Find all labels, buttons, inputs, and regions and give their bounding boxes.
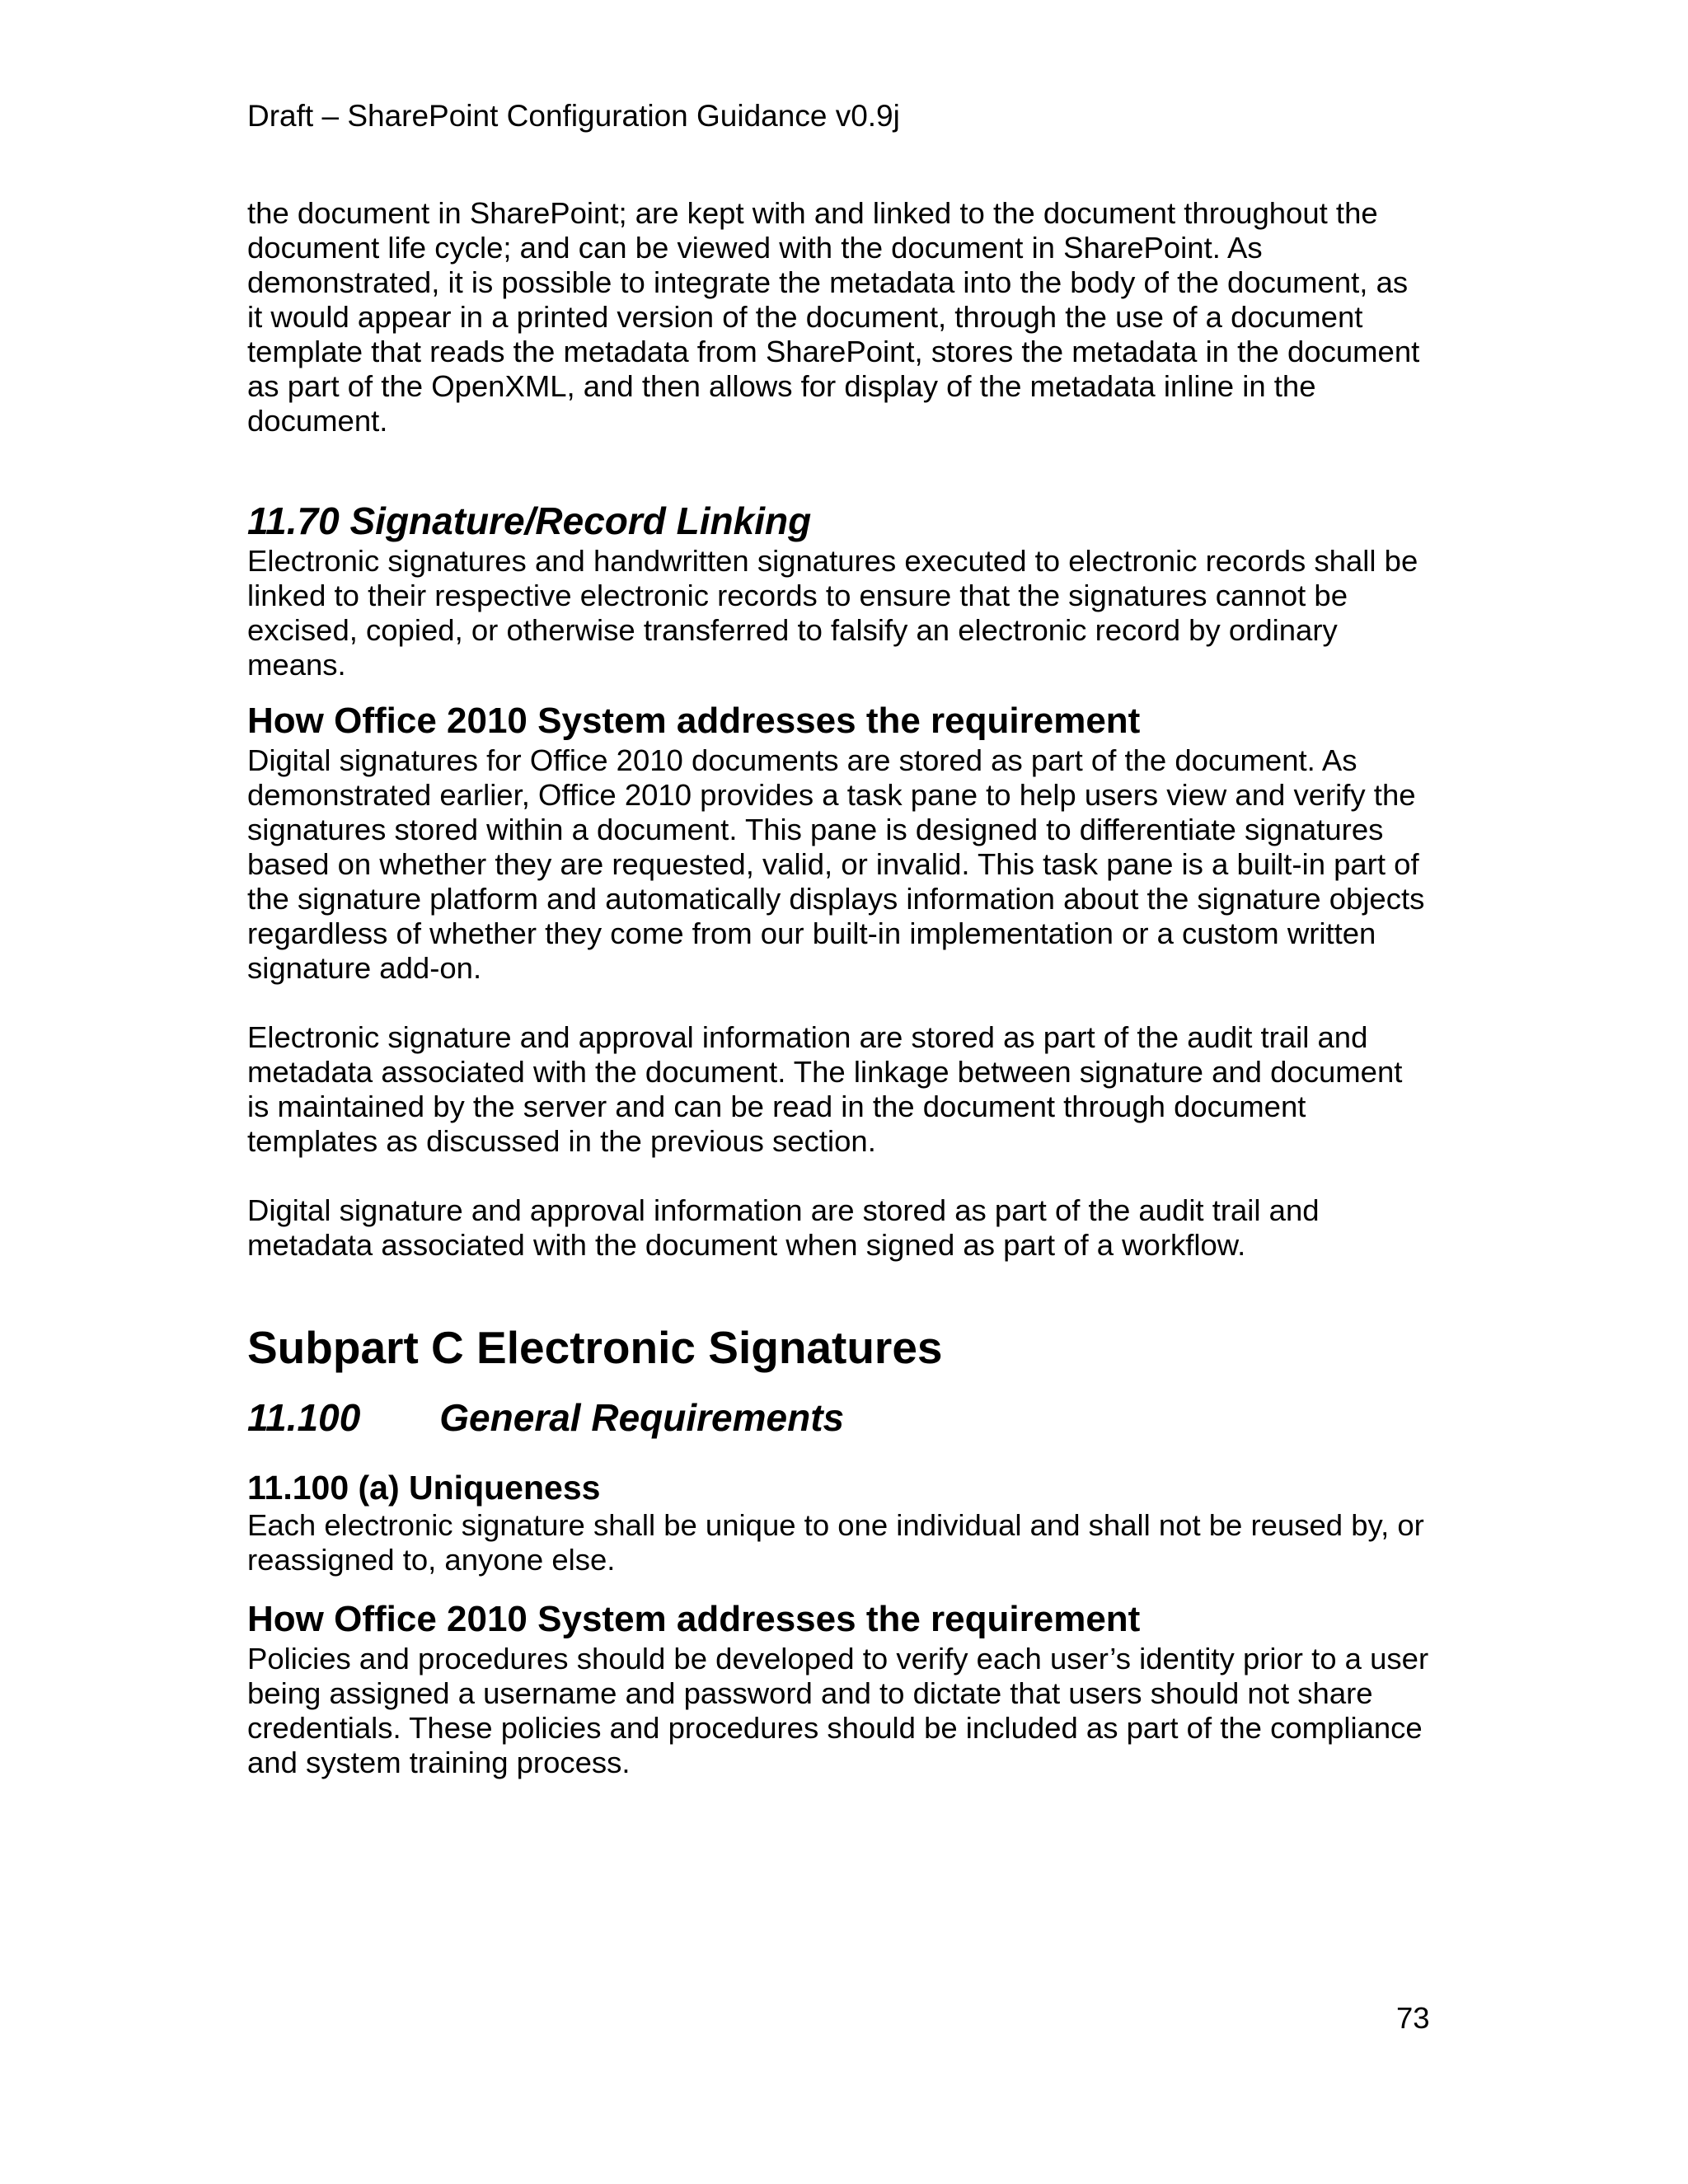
text-line: document. (247, 404, 388, 438)
page-content (247, 196, 1451, 1780)
intro-paragraph (247, 196, 1451, 438)
subpart-heading: Subpart C Electronic Signatures (247, 1322, 943, 1373)
text-line: document life cycle; and can be viewed with the document in SharePoint. As (247, 231, 1263, 265)
text-line: template that reads the metadata from SharePoint, stores the metadata in the document (247, 335, 1420, 368)
response-heading: How Office 2010 System addresses the requirement (247, 701, 1141, 741)
text-line: regardless of whether they come from our built-in implementation or a custom written (247, 916, 1376, 950)
text-line: metadata associated with the document. The linkage between signature and document (247, 1055, 1403, 1089)
text-line: is maintained by the server and can be read in the document through document (247, 1090, 1306, 1123)
text-line: signatures stored within a document. This pane is designed to differentiate signatures (247, 813, 1384, 846)
page-number: 73 (1396, 2001, 1430, 2035)
text-line: based on whether they are requested, valid, or invalid. This task pane is a built-in part of (247, 847, 1419, 881)
response-paragraph (247, 1020, 1451, 1159)
text-line: templates as discussed in the previous section. (247, 1124, 876, 1158)
subsection-heading: 11.100 (a) Uniqueness (247, 1469, 601, 1507)
text-line: Digital signature and approval information are stored as part of the audit trail and (247, 1193, 1320, 1227)
text-line: demonstrated, it is possible to integrate the metadata into the body of the document, as (247, 265, 1409, 299)
requirement-paragraph (247, 1508, 1451, 1577)
text-line: linked to their respective electronic records to ensure that the signatures cannot be (247, 579, 1348, 612)
text-line: it would appear in a printed version of the document, through the use of a document (247, 300, 1363, 334)
text-line: Electronic signatures and handwritten signatures executed to electronic records shall be (247, 544, 1418, 578)
text-line: excised, copied, or otherwise transferred to falsify an electronic record by ordinary (247, 613, 1338, 647)
section-number: 11.100 (247, 1396, 361, 1439)
response-paragraph (247, 1642, 1451, 1780)
text-line: signature add-on. (247, 951, 482, 985)
response-heading: How Office 2010 System addresses the requirement (247, 1599, 1141, 1639)
text-line: the document in SharePoint; are kept with and linked to the document throughout the (247, 196, 1378, 230)
text-line: being assigned a username and password and to dictate that users should not share (247, 1676, 1373, 1710)
text-line: as part of the OpenXML, and then allows for display of the metadata inline in the (247, 369, 1316, 403)
running-header: Draft – SharePoint Configuration Guidance v0.9j (247, 99, 900, 133)
text-line: demonstrated earlier, Office 2010 provides a task pane to help users view and verify the (247, 778, 1416, 812)
response-paragraph (247, 1193, 1451, 1263)
section-heading-11-100 (247, 1394, 1451, 1441)
text-line: reassigned to, anyone else. (247, 1543, 616, 1577)
text-line: means. (247, 648, 346, 682)
response-paragraph (247, 743, 1451, 986)
text-line: Electronic signature and approval information are stored as part of the audit trail and (247, 1020, 1368, 1054)
text-line: Each electronic signature shall be unique to one individual and shall not be reused by, or (247, 1508, 1424, 1542)
section-title: General Requirements (439, 1396, 845, 1439)
text-line: Policies and procedures should be developed to verify each user’s identity prior to a user (247, 1642, 1429, 1675)
text-line: the signature platform and automatically displays information about the signature objects (247, 882, 1425, 916)
text-line: credentials. These policies and procedures should be included as part of the compliance (247, 1711, 1423, 1745)
section-heading-11-70: 11.70 Signature/Record Linking (247, 499, 812, 542)
requirement-paragraph (247, 544, 1451, 682)
text-line: and system training process. (247, 1746, 631, 1779)
text-line: metadata associated with the document when signed as part of a workflow. (247, 1228, 1246, 1262)
text-line: Digital signatures for Office 2010 documents are stored as part of the document. As (247, 743, 1357, 777)
